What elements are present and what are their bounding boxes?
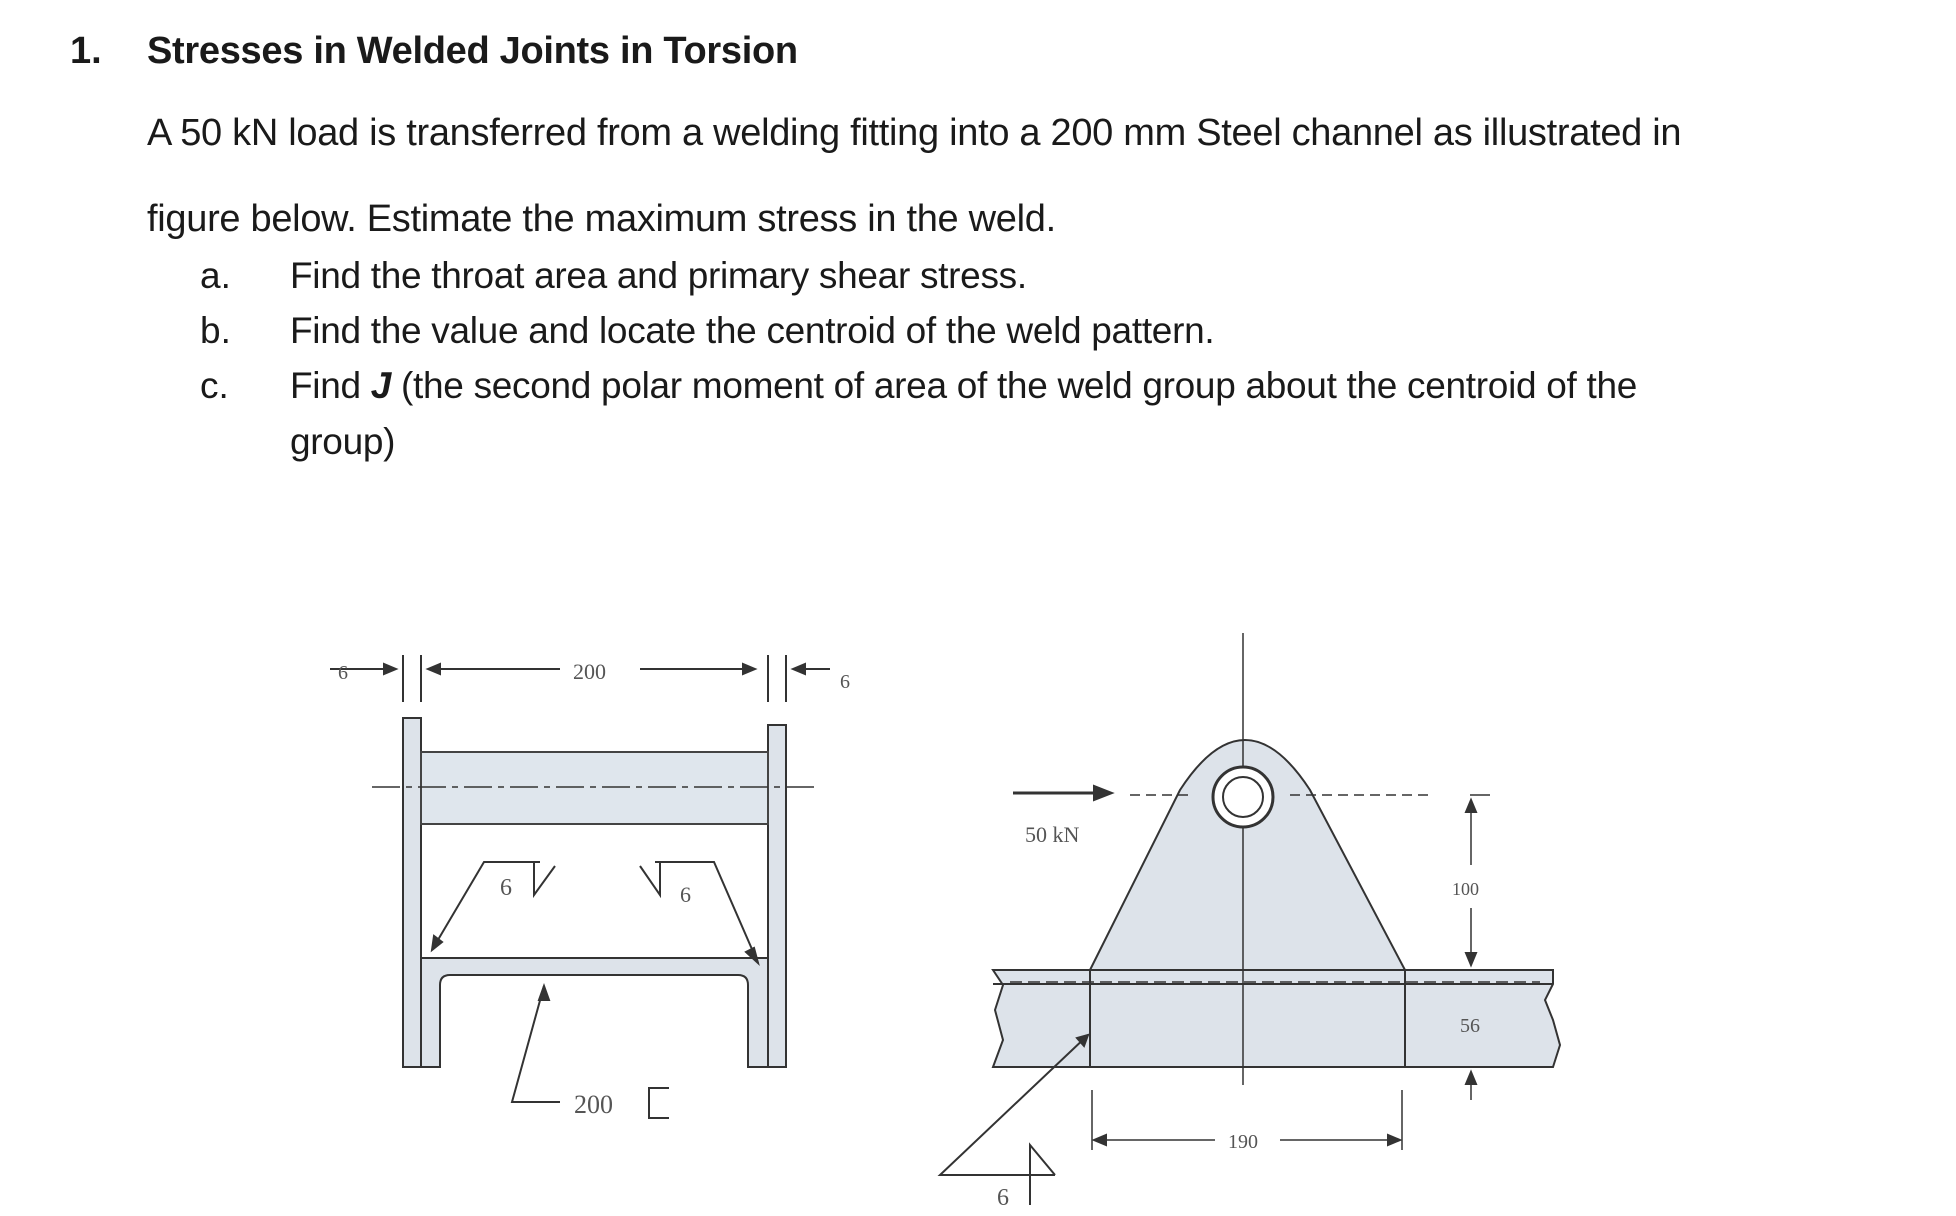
fitting-side-view xyxy=(940,633,1560,1205)
flange-dimension: 56 xyxy=(1460,1015,1480,1037)
item-c-text-before: Find xyxy=(290,365,371,406)
item-c-text-line2: group) xyxy=(290,421,396,462)
problem-statement-line1: A 50 kN load is transferred from a welding fitting into a 200 mm Steel channel as illustrated in xyxy=(147,112,1682,154)
item-b-text: Find the value and locate the centroid of the weld pattern. xyxy=(290,310,1215,351)
channel-end-view xyxy=(330,655,830,1118)
item-c-marker: c. xyxy=(200,365,229,406)
question-title: Stresses in Welded Joints in Torsion xyxy=(147,30,798,72)
problem-statement-line2: figure below. Estimate the maximum stress in the weld. xyxy=(147,198,1056,240)
fitting-width-dimension: 200 xyxy=(573,659,606,684)
load-label: 50 kN xyxy=(1025,822,1080,847)
item-c-text-after: (the second polar moment of area of the weld group about the centroid of the xyxy=(391,365,1638,406)
left-weld-size-label: 6 xyxy=(500,875,512,901)
item-b-marker: b. xyxy=(200,310,231,351)
question-number: 1. xyxy=(70,30,102,72)
item-a-text: Find the throat area and primary shear stress. xyxy=(290,255,1027,296)
base-width-dimension: 190 xyxy=(1228,1131,1258,1153)
channel-size-label: 200 xyxy=(574,1090,613,1119)
right-gap-dimension: 6 xyxy=(840,671,850,693)
item-a-marker: a. xyxy=(200,255,231,296)
polar-moment-variable: J xyxy=(370,365,392,406)
left-gap-dimension: 6 xyxy=(338,662,348,684)
fitting-weld-size-label: 6 xyxy=(997,1185,1009,1211)
right-weld-size-label: 6 xyxy=(680,882,691,907)
height-dimension: 100 xyxy=(1452,879,1479,899)
